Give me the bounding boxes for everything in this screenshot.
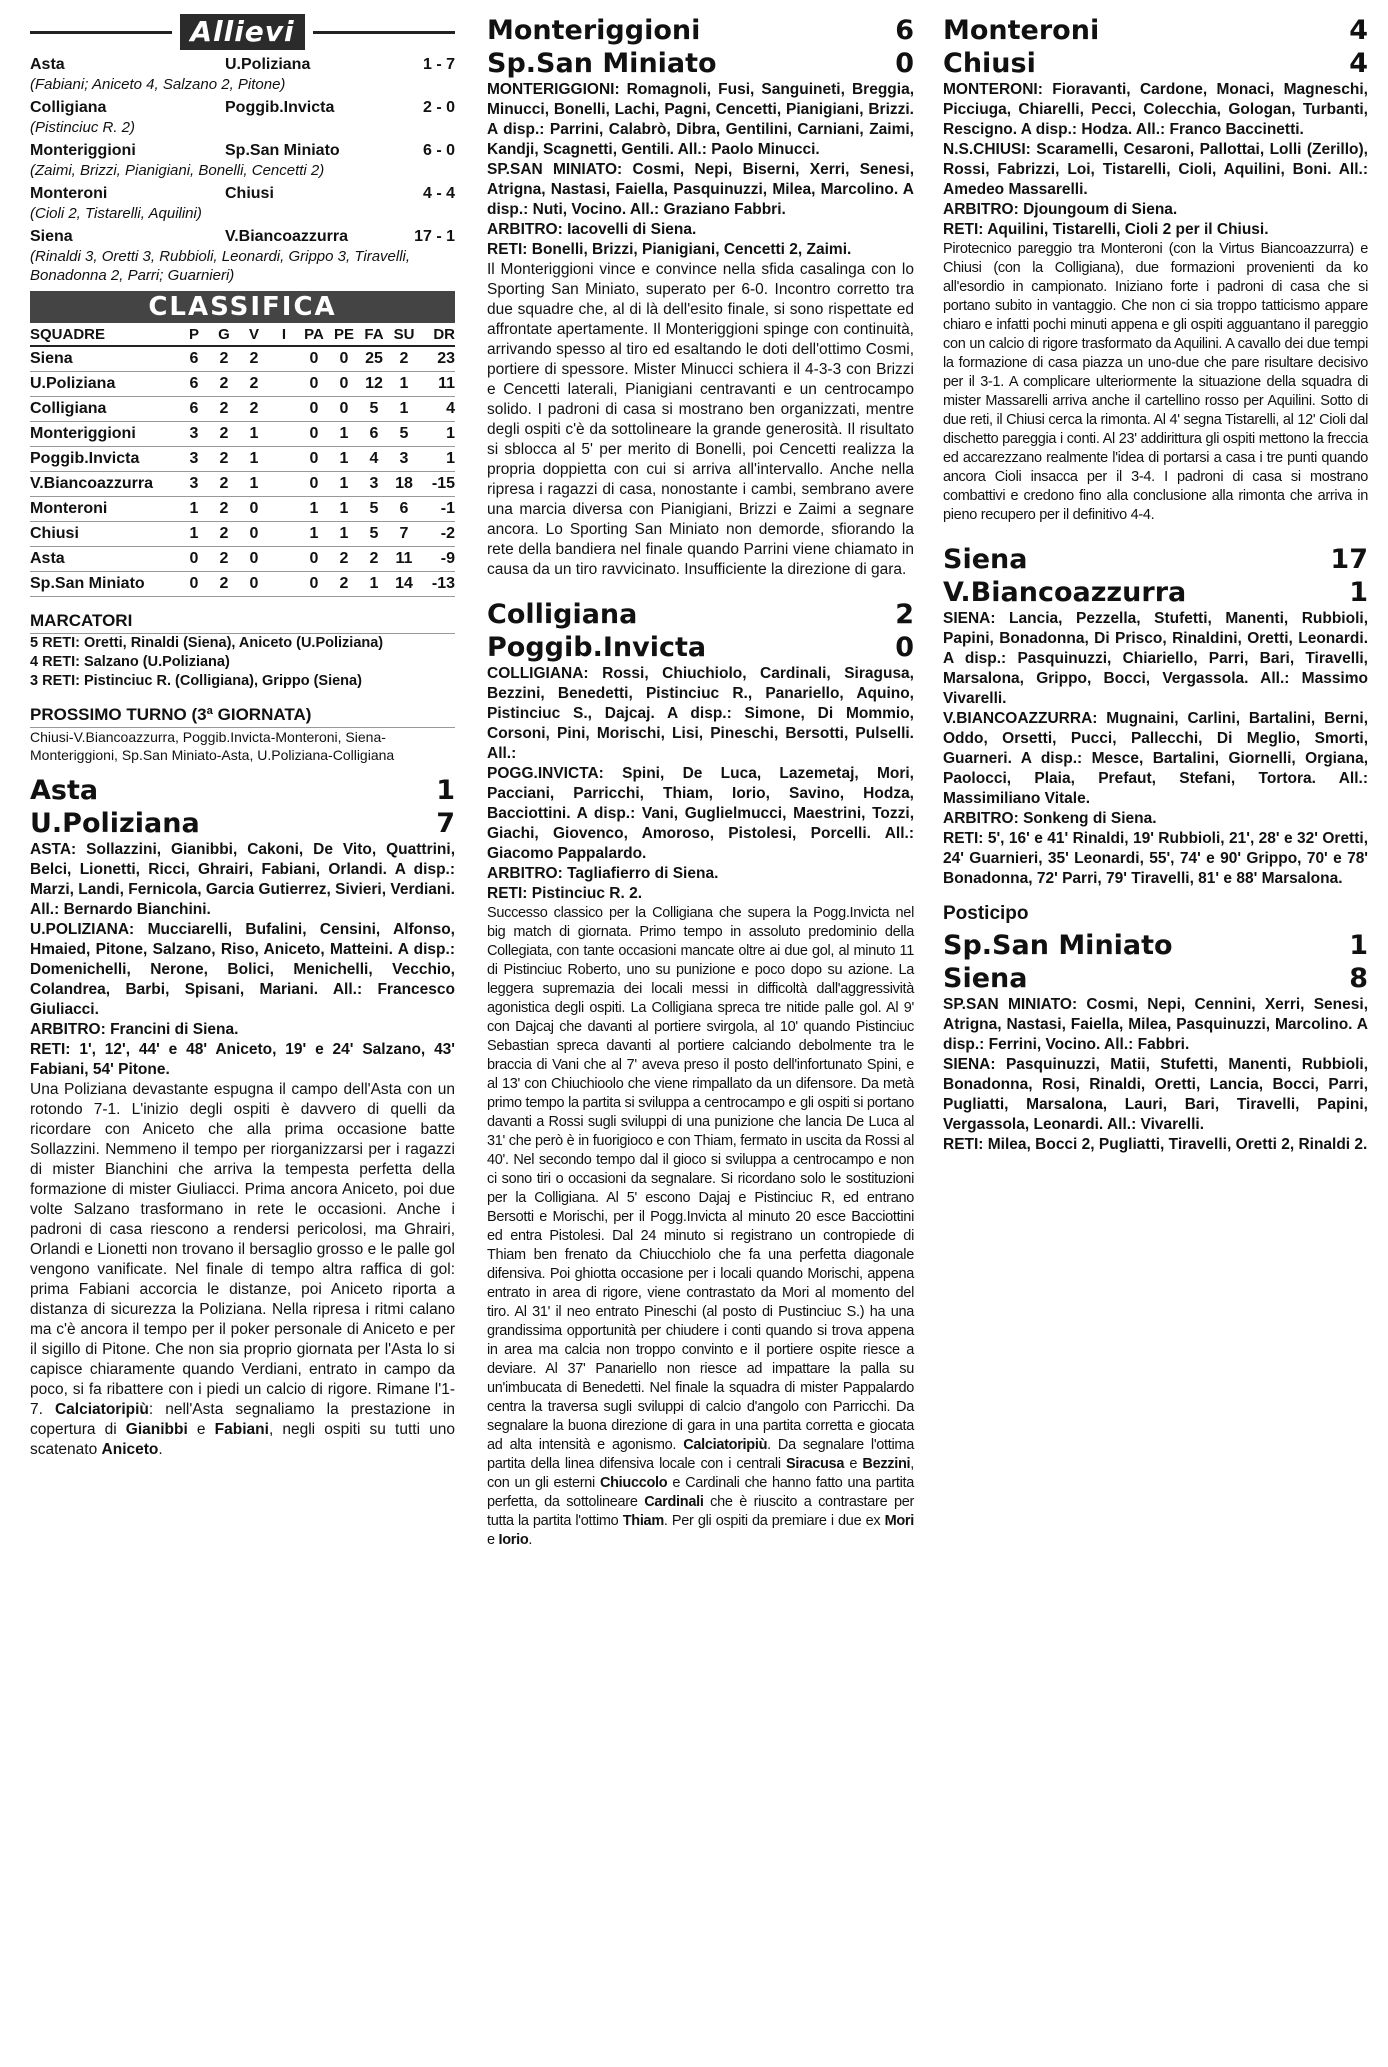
header-dr: DR [419, 323, 455, 346]
goals: RETI: Milea, Bocci 2, Pugliatti, Tiravelli, Oretti 2, Rinaldi 2. [943, 1136, 1368, 1153]
match-header [487, 598, 914, 664]
match-home-score: 4 [1349, 15, 1368, 46]
standings-v: 2 [239, 346, 269, 372]
standings-g: 2 [209, 547, 239, 572]
report-keyword: Thiam [622, 1513, 664, 1529]
standings-v: 2 [239, 397, 269, 422]
match-header [30, 774, 455, 840]
report-keyword: Calciatoripiù [54, 1401, 149, 1418]
goals: RETI: Pistinciuc R. 2. [487, 885, 643, 902]
standings-su: 11 [389, 547, 419, 572]
referee: ARBITRO: Tagliafierro di Siena. [487, 865, 719, 882]
standings-team: Monteriggioni [30, 422, 179, 447]
standings-row [30, 346, 455, 372]
standings-su: 18 [389, 472, 419, 497]
next-round-fixtures: Chiusi-V.Biancoazzurra, Poggib.Invicta-Monteroni, Siena-Monteriggioni, Sp.San Miniato-Asta, U.Poliziana-Colligiana [30, 729, 395, 763]
match-header [943, 929, 1368, 995]
result-home: Colligiana [30, 99, 107, 116]
standings-pa: 0 [299, 547, 329, 572]
standings-team: Asta [30, 547, 179, 572]
result-scorers: (Zaimi, Brizzi, Pianigiani, Bonelli, Cencetti 2) [30, 162, 325, 179]
standings-g: 2 [209, 346, 239, 372]
standings-body [30, 346, 455, 597]
standings-pe: 1 [329, 472, 359, 497]
match-home-team: Monteroni [943, 15, 1100, 46]
header-i: I [269, 323, 299, 346]
standings-su: 3 [389, 447, 419, 472]
standings-p: 3 [179, 422, 209, 447]
report-keyword: Chiuccolo [599, 1475, 668, 1491]
result-away: Poggib.Invicta [225, 99, 335, 116]
referee: ARBITRO: Francini di Siena. [30, 1021, 239, 1038]
standings-dr: -1 [419, 497, 455, 522]
match-report: Pirotecnico pareggio tra Monteroni (con la Virtus Biancoazzurra) e Chiusi (con la Colligiana), due formazioni provenienti da ko all'esordio in campionato. Iniziano forte i padroni di casa che si portano subito in vantaggio. Che non ci sia troppo tatticismo appare chiaro e infatti pochi minuti appena e gli ospiti agguantano il pareggio con un calcio di rigore trasformato da Aquilini. A cavallo dei due tempi la formazione di casa piazza un uno-due che pare risultare decisivo per il 3-1. A complicare ulteriormente la situazione della squadra di mister Massarelli arriva anche il cartellino rosso per Aquilini. Sotto di due reti, il Chiusi cerca la rimonta. Al 4' segna Tistarelli, al 12' Cioli dal dischetto pareggia i conti. Al 23' addirittura gli ospiti mettono la freccia ed accarezzano realmente l'idea di portarsi a casa i tre punti quando ancora Cioli insacca per il 3-4. I padroni di casa si mostrano combattivi e credono fino alla conclusione alla rimonta che arriva in pieno recupero per il definitivo 4-4. [943, 241, 1368, 523]
standings-su: 1 [389, 397, 419, 422]
standings-v: 0 [239, 547, 269, 572]
section-title: Allievi [180, 14, 304, 50]
standings-pa: 0 [299, 572, 329, 597]
standings-fa: 4 [359, 447, 389, 472]
standings-p: 3 [179, 447, 209, 472]
standings-team: U.Poliziana [30, 372, 179, 397]
standings-pa: 0 [299, 472, 329, 497]
standings-team: V.Biancoazzurra [30, 472, 179, 497]
report-keyword: Siracusa [786, 1456, 845, 1472]
result-scorers: (Fabiani; Aniceto 4, Salzano 2, Pitone) [30, 76, 286, 93]
standings-pe: 1 [329, 522, 359, 547]
standings-pa: 0 [299, 346, 329, 372]
standings-fa: 2 [359, 547, 389, 572]
report-text: . Per gli ospiti da premiare i due ex [663, 1513, 885, 1529]
match-away-team: Chiusi [943, 48, 1036, 79]
standings-row [30, 522, 455, 547]
lineup-away: U.POLIZIANA: Mucciarelli, Bufalini, Censini, Alfonso, Hmaied, Pitone, Salzano, Riso, Aniceto, Matteini. A disp.: Domenichelli, Nerone, Bolici, Menichelli, Vecchio, Colandrea, Barbi, Spisani, Mariani. All.: Francesco Giuliacci. [30, 921, 455, 1018]
match-home-score: 17 [1330, 544, 1368, 575]
lineup-away: POGG.INVICTA: Spini, De Luca, Lazemetaj, Mori, Pacciani, Parricchi, Thiam, Iorio, Savino, Hodza, Bacciottini. A disp.: Vani, Guglielmucci, Maestrini, Tozzi, Giachi, Giovenco, Amoroso, Pistolesi, Porcelli. All.: Giacomo Pappalardo. [487, 765, 914, 862]
report-text: , con un gli esterni [487, 1456, 914, 1491]
result-score: 6 - 0 [422, 142, 455, 159]
standings-i [269, 522, 299, 547]
lineup-away: SP.SAN MINIATO: Cosmi, Nepi, Biserni, Xerri, Senesi, Atrigna, Nastasi, Faiella, Pasquinuzzi, Milea, Marcolino. A disp.: Nuti, Vocino. All.: Graziano Fabbri. [487, 161, 914, 218]
report-text: . [158, 1441, 163, 1458]
standings-pe: 0 [329, 372, 359, 397]
next-round-title: PROSSIMO TURNO (3ª GIORNATA) [30, 705, 455, 728]
scorers-line: 3 RETI: Pistinciuc R. (Colligiana), Grippo (Siena) [30, 673, 362, 689]
standings-p: 1 [179, 522, 209, 547]
standings-su: 5 [389, 422, 419, 447]
header-squadre: SQUADRE [30, 323, 179, 346]
report-keyword: Calciatoripiù [683, 1437, 768, 1453]
report-text: , negli ospiti su tutti uno scatenato [30, 1421, 455, 1458]
goals: RETI: 5', 16' e 41' Rinaldi, 19' Rubbioli, 21', 28' e 32' Oretti, 24' Guarnieri, 35' Leonardi, 55', 74' e 90' Grippo, 70' e 78' Bonadonna, 72' Parri, 79' Tiravelli, 81' e 88' Marsalona. [943, 830, 1368, 887]
report-text: . Da segnalare l'ottima partita della linea difensiva locale con i centrali [487, 1437, 914, 1472]
match-away-team: V.Biancoazzurra [943, 577, 1187, 608]
standings-v: 1 [239, 472, 269, 497]
standings-title: CLASSIFICA [30, 291, 455, 323]
standings-row [30, 472, 455, 497]
result-item [30, 226, 455, 285]
result-score: 1 - 7 [422, 56, 455, 73]
match-away-score: 8 [1349, 963, 1368, 994]
result-item [30, 183, 455, 223]
result-away: Sp.San Miniato [225, 142, 340, 159]
standings-fa: 3 [359, 472, 389, 497]
standings-v: 0 [239, 497, 269, 522]
report-text: Una Poliziana devastante espugna il campo dell'Asta con un rotondo 7-1. L'inizio degli ospiti è davvero di quelli da ricordare con Aniceto che alla prima occasione batte Sollazzini. Nemmeno il tempo per riorganizzarsi per i ragazzi di mister Bianchini che arriva la tempesta perfetta della formazione di mister Giuliacci. Prima ancora Aniceto, poi due volte Salzano trasformano in rete le occasioni. Anche i padroni di casa riescono a rendersi pericolosi, ma Ghrairi, Orlandi e Lionetti non trovano il bersaglio grosso e le palle gol vengono vanificate. Nel finale di tempo altra raffica di gol: prima Fabiani accorcia le distanze, poi Aniceto riporta a distanza di sicurezza la Poliziana. Nella ripresa i ritmi calano ma c'è ancora il tempo per il poker personale di Aniceto e per il sigillo di Pitone. Che non sia proprio giornata per l'Asta lo si capisce chiaramente quando Verdiani, entrato in campo da poco, si fa ribattere con i piedi un calcio di rigore. Rimane l'1-7. [30, 1081, 455, 1418]
standings-p: 0 [179, 547, 209, 572]
standings-pe: 1 [329, 422, 359, 447]
match-away-score: 4 [1349, 48, 1368, 79]
standings-v: 1 [239, 447, 269, 472]
standings-team: Poggib.Invicta [30, 447, 179, 472]
match-home-score: 6 [895, 15, 914, 46]
standings-v: 0 [239, 522, 269, 547]
standings-g: 2 [209, 522, 239, 547]
match-report [30, 1080, 455, 1460]
match-away-score: 0 [895, 48, 914, 79]
standings-dr: 1 [419, 422, 455, 447]
result-item [30, 140, 455, 180]
standings-su: 14 [389, 572, 419, 597]
header-pa: PA [299, 323, 329, 346]
match-header [943, 14, 1368, 80]
result-scorers: (Pistinciuc R. 2) [30, 119, 136, 136]
report-text: : nell'Asta segnaliamo la prestazione in copertura di [30, 1401, 455, 1438]
report-keyword: Iorio [498, 1532, 529, 1548]
standings-fa: 5 [359, 522, 389, 547]
report-text: e [187, 1421, 215, 1438]
result-home: Monteriggioni [30, 142, 136, 159]
standings-pa: 0 [299, 372, 329, 397]
standings-pe: 2 [329, 572, 359, 597]
lineup-away: N.S.CHIUSI: Scaramelli, Cesaroni, Pallottai, Lolli (Zerillo), Rossi, Fabrizzi, Loi, Tistarelli, Cioli, Aquilini, Boni. All.: Amedeo Massarelli. [943, 141, 1368, 198]
lineup-home: COLLIGIANA: Rossi, Chiuchiolo, Cardinali, Siragusa, Bezzini, Benedetti, Pistinciuc R., Panariello, Aquino, Pistinciuc S., Dajcaj. A disp.: Simone, Di Mommio, Corsoni, Pini, Morischi, Lisi, Pineschi, Bersotti, Pulselli. All.: [487, 665, 914, 762]
report-text: e Cardinali che hanno fatto una partita perfetta, da sottolineare [487, 1475, 914, 1510]
standings-row [30, 422, 455, 447]
report-keyword: Cardinali [644, 1494, 704, 1510]
standings-row [30, 372, 455, 397]
result-item [30, 97, 455, 137]
match-away-team: Siena [943, 963, 1028, 994]
standings-row [30, 572, 455, 597]
result-home: Asta [30, 56, 65, 73]
standings-pe: 1 [329, 447, 359, 472]
header-fa: FA [359, 323, 389, 346]
referee: ARBITRO: Sonkeng di Siena. [943, 810, 1157, 827]
report-keyword: Bezzini [862, 1456, 911, 1472]
result-away: U.Poliziana [225, 56, 311, 73]
standings-g: 2 [209, 422, 239, 447]
match-header [943, 543, 1368, 609]
standings-v: 0 [239, 572, 269, 597]
standings-pa: 0 [299, 447, 329, 472]
standings-team: Siena [30, 346, 179, 372]
goals: RETI: 1', 12', 44' e 48' Aniceto, 19' e 24' Salzano, 43' Fabiani, 54' Pitone. [30, 1041, 455, 1078]
lineup-home: ASTA: Sollazzini, Gianibbi, Cakoni, De Vito, Quattrini, Belci, Lionetti, Ricci, Ghrairi, Fabiani, Orlandi. A disp.: Marzi, Landi, Fernicola, Garcia Gutierrez, Sivieri, Verdiani. All.: Bernardo Bianchini. [30, 841, 455, 918]
standings-pe: 2 [329, 547, 359, 572]
standings-dr: 4 [419, 397, 455, 422]
header-pe: PE [329, 323, 359, 346]
standings-dr: -13 [419, 572, 455, 597]
standings-v: 2 [239, 372, 269, 397]
standings-i [269, 447, 299, 472]
match-report: Il Monteriggioni vince e convince nella sfida casalinga con lo Sporting San Miniato, superato per 6-0. Incontro corretto tra due squadre che, al di là dell'esito finale, si sono rispettate ed affrontate apertamente. Il Monteriggioni spinge con continuità, arrivando spesso al tiro ed esaltando le doti dell'ottimo Cosmi, portiere di spessore. Mister Minucci schiera il 4-3-3 con Brizzi e Cencetti laterali, Pianigiani centravanti e un centrocampo solido. I padroni di casa si mostrano ben organizzati, mentre degli ospiti c'è da sottolineare la grande generosità. Il risultato si sblocca al 5' per merito di Bonelli, poi Cencetti realizza la propria doppietta con cui si arriva all'intervallo. Anche nella ripresa i ragazzi di casa, nonostante i cambi, sembrano avere una marcia diversa con Pianigiani, Brizzi e Zaimi a segnare ancora. Lo Sporting San Miniato non demorde, sfiorando la rete della bandiera nel finale quando Parrini viene chiamato in causa da un tiro ravvicinato. Insufficiente la direzione di gara. [487, 261, 914, 578]
standings-fa: 6 [359, 422, 389, 447]
standings-i [269, 346, 299, 372]
scorers-line: 4 RETI: Salzano (U.Poliziana) [30, 654, 230, 670]
standings-pe: 1 [329, 497, 359, 522]
standings-fa: 12 [359, 372, 389, 397]
standings-fa: 5 [359, 497, 389, 522]
standings-p: 3 [179, 472, 209, 497]
match-home-score: 1 [436, 775, 455, 806]
match-home-team: Siena [943, 544, 1028, 575]
standings-i [269, 472, 299, 497]
report-keyword: Gianibbi [125, 1421, 188, 1438]
standings-i [269, 397, 299, 422]
standings-dr: 11 [419, 372, 455, 397]
standings-g: 2 [209, 572, 239, 597]
match-report [487, 904, 914, 1550]
standings-dr: -15 [419, 472, 455, 497]
standings-table [30, 323, 455, 597]
match-home-score: 1 [1349, 930, 1368, 961]
standings-p: 6 [179, 372, 209, 397]
standings-team: Sp.San Miniato [30, 572, 179, 597]
standings-g: 2 [209, 447, 239, 472]
standings-g: 2 [209, 497, 239, 522]
standings-i [269, 547, 299, 572]
standings-row [30, 397, 455, 422]
result-item [30, 54, 455, 94]
report-text: e [844, 1456, 863, 1472]
standings-header-row [30, 323, 455, 346]
section-banner [30, 14, 455, 50]
result-score: 2 - 0 [422, 99, 455, 116]
standings-pe: 0 [329, 397, 359, 422]
standings-g: 2 [209, 372, 239, 397]
goals: RETI: Bonelli, Brizzi, Pianigiani, Cencetti 2, Zaimi. [487, 241, 852, 258]
column-center [487, 14, 914, 1550]
standings-su: 2 [389, 346, 419, 372]
match-away-team: Poggib.Invicta [487, 632, 707, 663]
header-su: SU [389, 323, 419, 346]
result-away: Chiusi [225, 185, 274, 202]
standings-team: Chiusi [30, 522, 179, 547]
results-list [30, 54, 455, 285]
standings-p: 1 [179, 497, 209, 522]
standings-i [269, 372, 299, 397]
result-scorers: (Cioli 2, Tistarelli, Aquilini) [30, 205, 202, 222]
result-scorers: (Rinaldi 3, Oretti 3, Rubbioli, Leonardi, Grippo 3, Tiravelli, Bonadonna 2, Parri; Guarnieri) [30, 248, 411, 284]
header-p: P [179, 323, 209, 346]
match-away-team: U.Poliziana [30, 808, 200, 839]
lineup-away: SIENA: Pasquinuzzi, Matii, Stufetti, Manenti, Rubbioli, Bonadonna, Rosi, Rinaldi, Oretti, Lancia, Bocci, Parri, Pugliatti, Marsalona, Lauri, Bari, Tiravelli, Papini, Vergassola, Leonardi. All.: Vivarelli. [943, 1056, 1368, 1133]
match-home-team: Sp.San Miniato [943, 930, 1173, 961]
scorers-title: MARCATORI [30, 611, 455, 634]
standings-g: 2 [209, 397, 239, 422]
standings-pe: 0 [329, 346, 359, 372]
lineup-away: V.BIANCOAZZURRA: Mugnaini, Carlini, Bartalini, Berni, Oddo, Orsetti, Pucci, Pallecchi, Di Meglio, Smorti, Guarneri. A disp.: Mesce, Bartalini, Giornelli, Orgiana, Paolocci, Plaia, Prefaut, Stefani, Tortora. All.: Massimiliano Vitale. [943, 710, 1368, 807]
result-away: V.Biancoazzurra [225, 228, 349, 245]
standings-dr: -2 [419, 522, 455, 547]
standings-p: 0 [179, 572, 209, 597]
match-away-score: 0 [895, 632, 914, 663]
goals: RETI: Aquilini, Tistarelli, Cioli 2 per il Chiusi. [943, 221, 1269, 238]
standings-pa: 1 [299, 497, 329, 522]
standings-pa: 0 [299, 422, 329, 447]
report-keyword: Aniceto [101, 1441, 159, 1458]
match-header [487, 14, 914, 80]
match-home-team: Colligiana [487, 599, 638, 630]
standings-pa: 0 [299, 397, 329, 422]
report-keyword: Mori [884, 1513, 914, 1529]
standings-i [269, 572, 299, 597]
scorers-line: 5 RETI: Oretti, Rinaldi (Siena), Aniceto (U.Poliziana) [30, 635, 384, 651]
standings-team: Colligiana [30, 397, 179, 422]
result-score: 17 - 1 [414, 228, 455, 245]
referee: ARBITRO: Djoungoum di Siena. [943, 201, 1178, 218]
result-home: Siena [30, 228, 73, 245]
standings-fa: 5 [359, 397, 389, 422]
report-text: e [487, 1532, 499, 1548]
standings-row [30, 547, 455, 572]
report-text: . [528, 1532, 533, 1548]
standings-dr: -9 [419, 547, 455, 572]
standings-su: 7 [389, 522, 419, 547]
posticipo-label: Posticipo [943, 903, 1029, 924]
result-score: 4 - 4 [422, 185, 455, 202]
lineup-home: MONTERIGGIONI: Romagnoli, Fusi, Sanguineti, Breggia, Minucci, Bonelli, Lachi, Pagni, Cencetti, Pianigiani, Brizzi. A disp.: Parrini, Calabrò, Dibra, Gentilini, Carniani, Zaimi, Kandji, Scagnetti, Gentili. All.: Paolo Minucci. [487, 81, 914, 158]
standings-v: 1 [239, 422, 269, 447]
referee: ARBITRO: Iacovelli di Siena. [487, 221, 697, 238]
match-away-score: 1 [1349, 577, 1368, 608]
header-v: V [239, 323, 269, 346]
match-away-score: 7 [436, 808, 455, 839]
result-home: Monteroni [30, 185, 108, 202]
standings-fa: 25 [359, 346, 389, 372]
report-text: Successo classico per la Colligiana che supera la Pogg.Invicta nel big match di giornata. Primo tempo in assoluto predominio della Collegiata, con tante occasioni mancate oltre ai due gol, al minuto 11 di Pistinciuc Roberto, uno su punizione e poco dopo su azione. La leggera supremazia dei locali messi in difficoltà dall'aggressività agonistica degli ospiti. La Colligiana spreca tre nitide palle gol. Al 9' con Dajcaj che davanti al portiere svirgola, al 10' quando Pistinciuc Sebastian spreca davanti al portiere calciando debolmente tra le braccia di Vani che al 7' aveva preso il posto dell'infortunato Spini, e al 13' con Chiuchioolo che viene rimpallato da un difensore. Da metà primo tempo la partita si sviluppa a centrocampo e gli ospiti si portano davanti a Rossi sugli sviluppi di una punizione che lancia De Luca al 31' che però è in fuorigioco e con Thiam, fermato in uscita da Rossi al 40'. Nel secondo tempo dal il gioco si sviluppa a centrocampo e non ci sono tiri o occasioni da segnalare. Si ricordano solo le sostituzioni per la Colligiana. Al 5' escono Dajaj e Pistinciuc R, ed entrano Bersotti e Morischi, per il Pogg.Invicta al minuto 20 esce Bacciottini ed entra Pistolesi. Dal 24 minuto si registrano un contropiede di Thiam ben frenato da Chiucchiolo che fa una perfetta diagonale difensiva. Poi ghiotta occasione per i locali quando Morischi, appena entrato in area di rigore, viene contrastato da Mori al momento del tiro. Al 31' il neo entrato Pineschi (al posto di Pustinciuc S.) ha una grandissima opportunità per chiudere i conti quando si trova appena in area ma calcia non troppo convinto e il portiere ospite riesce a deviare. Al 37' Panariello non riesce ad impattare la palla su un'imbucata di Benedetti. Nel finale la squadra di mister Pappalardo centra la traversa sugli sviluppi di calcio d'angolo con Parricchi. Da segnalare la buona direzione di gara in una partita corretta e giocata ad alta intensità e agonismo. [487, 905, 914, 1453]
match-home-team: Asta [30, 775, 99, 806]
standings-row [30, 447, 455, 472]
match-home-score: 2 [895, 599, 914, 630]
lineup-home: SIENA: Lancia, Pezzella, Stufetti, Manenti, Rubbioli, Papini, Bonadonna, Di Prisco, Rinaldini, Oretti, Leonardi. A disp.: Pasquinuzzi, Chiariello, Parri, Bari, Tiravelli, Marsalona, Grippo, Bocci, Vergassola. All.: Massimo Vivarelli. [943, 610, 1368, 707]
standings-dr: 23 [419, 346, 455, 372]
standings-su: 6 [389, 497, 419, 522]
banner-rule-right [313, 31, 455, 34]
report-text: che è riuscito a contrastare per tutta la partita l'ottimo [487, 1494, 914, 1529]
standings-i [269, 422, 299, 447]
lineup-home: MONTERONI: Fioravanti, Cardone, Monaci, Magneschi, Picciuga, Chiarelli, Pecci, Colecchia, Gologan, Turbanti, Rescigno. A disp.: Hodza. All.: Franco Baccinetti. [943, 81, 1368, 138]
standings-su: 1 [389, 372, 419, 397]
header-g: G [209, 323, 239, 346]
match-away-team: Sp.San Miniato [487, 48, 717, 79]
standings-fa: 1 [359, 572, 389, 597]
standings-p: 6 [179, 397, 209, 422]
banner-rule-left [30, 31, 172, 34]
column-right [943, 14, 1368, 1155]
standings-g: 2 [209, 472, 239, 497]
standings-dr: 1 [419, 447, 455, 472]
match-home-team: Monteriggioni [487, 15, 701, 46]
standings-pa: 1 [299, 522, 329, 547]
standings-row [30, 497, 455, 522]
standings-i [269, 497, 299, 522]
report-keyword: Fabiani [214, 1421, 269, 1438]
standings-team: Monteroni [30, 497, 179, 522]
column-left [30, 14, 455, 1460]
lineup-home: SP.SAN MINIATO: Cosmi, Nepi, Cennini, Xerri, Senesi, Atrigna, Nastasi, Faiella, Milea, Pasquinuzzi, Marcolino. A disp.: Ferrini, Vocino. All.: Fabbri. [943, 996, 1368, 1053]
standings-p: 6 [179, 346, 209, 372]
